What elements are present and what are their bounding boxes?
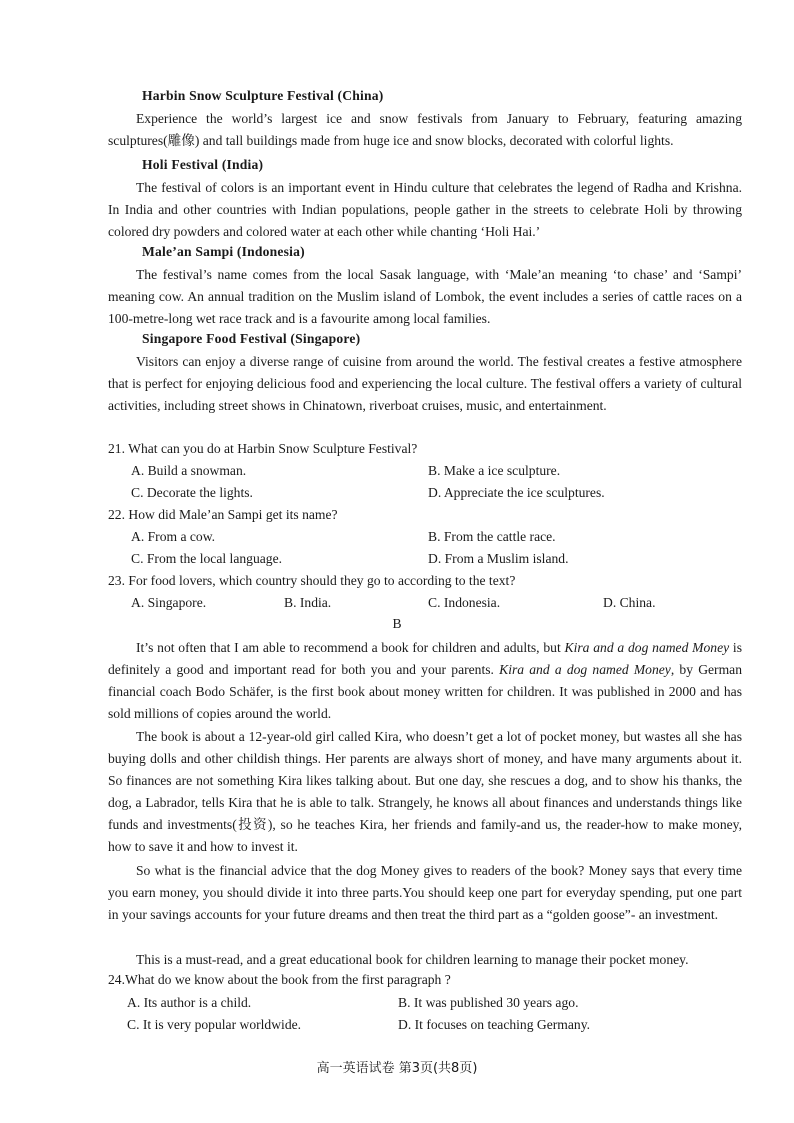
q22-option-d: D. From a Muslim island. (428, 551, 569, 566)
q23-option-b: B. India. (284, 595, 332, 610)
page-footer: 高一英语试卷 第3页(共8页) (316, 1061, 478, 1076)
q22-option-b: B. From the cattle race. (428, 529, 556, 544)
q24-option-a: A. Its author is a child. (127, 995, 252, 1010)
p1-text-b: is definitely a good and important read for both you and your parents. (108, 640, 743, 677)
festival-text-harbin: Experience the world’s largest ice and snow festivals from January to February, featuring amazing sculptures(雕像) and tall buildings made from huge ice and snow blocks, decorated with colorful lights. (108, 111, 742, 148)
festival-heading-singapore: Singapore Food Festival (Singapore) (142, 331, 361, 346)
question-24: 24.What do we know about the book from the first paragraph ? (108, 972, 451, 987)
p1-text-a: It’s not often that I am able to recommend a book for children and adults, but (136, 640, 565, 655)
section-b-label: B (392, 616, 402, 631)
q21-option-d: D. Appreciate the ice sculptures. (428, 485, 605, 500)
passage-b-paragraph-2: The book is about a 12-year-old girl called Kira, who doesn’t get a lot of pocket money, but wastes all she has buying dolls and other childish things. Her parents are always short of money, and have many arguments about it. So finances are not something Kira likes talking about. But one day, she rescues a dog, and to show his thanks, the dog, a Labrador, tells Kira that he is able to talk. Strangely, he knows all about finances and understands things like funds and investments(投资), so he teaches Kira, her friends and family-and us, the reader-how to make money, how to save it and how to invest it. (108, 729, 742, 854)
q23-option-d: D. China. (603, 595, 656, 610)
q22-option-c: C. From the local language. (131, 551, 283, 566)
q24-option-c: C. It is very popular worldwide. (127, 1017, 302, 1032)
festival-text-malean-sampi: The festival’s name comes from the local Sasak language, with ‘Male’an meaning ‘to chase’ and ‘Sampi’ meaning cow. An annual tradition on the Muslim island of Lombok, the event includes a series of cattle races on a 100-metre-long wet race track and is a favourite among local families. (108, 267, 742, 326)
q23-option-a: A. Singapore. (131, 595, 207, 610)
q22-option-a: A. From a cow. (131, 529, 216, 544)
question-22: 22. How did Male’an Sampi get its name? (108, 507, 338, 522)
festival-heading-holi: Holi Festival (India) (142, 157, 264, 172)
passage-b-paragraph-1 (108, 637, 742, 725)
q21-option-c: C. Decorate the lights. (131, 485, 253, 500)
book-title-1: Kira and a dog named Money (564, 640, 730, 655)
passage-b-paragraph-4: This is a must-read, and a great educational book for children learning to manage their pocket money. (136, 952, 689, 967)
q24-option-d: D. It focuses on teaching Germany. (398, 1017, 591, 1032)
question-23: 23. For food lovers, which country should they go to according to the text? (108, 573, 516, 588)
q23-option-c: C. Indonesia. (428, 595, 501, 610)
festival-text-holi: The festival of colors is an important event in Hindu culture that celebrates the legend of Radha and Krishna. In India and other countries with Indian populations, people gather in the streets to celebrate Holi by throwing colored dry powders and colored water at each other while chanting ‘Holi Hai.’ (108, 180, 742, 239)
festival-text-singapore: Visitors can enjoy a diverse range of cuisine from around the world. The festival creates a festive atmosphere that is perfect for enjoying delicious food and experiencing the local culture. The festival offers a variety of cultural activities, including street shows in Chinatown, riverboat cruises, music, and entertainment. (108, 354, 742, 413)
book-title-2: Kira and a dog named Money (499, 662, 671, 677)
q21-option-a: A. Build a snowman. (131, 463, 247, 478)
q21-option-b: B. Make a ice sculpture. (428, 463, 561, 478)
question-21: 21. What can you do at Harbin Snow Sculpture Festival? (108, 441, 418, 456)
passage-b-paragraph-3: So what is the financial advice that the dog Money gives to readers of the book? Money says that every time you earn money, you should divide it into three parts.You should keep one part for everyday spending, put one part in your savings accounts for your future dreams and then treat the third part as a “golden goose”- an investment. (108, 863, 742, 922)
q24-option-b: B. It was published 30 years ago. (398, 995, 579, 1010)
festival-heading-harbin: Harbin Snow Sculpture Festival (China) (142, 88, 384, 103)
p1-text-c: , by German financial coach Bodo Schäfer, is the first book about money written for children. It was published in 2000 and has sold millions of copies around the world. (108, 662, 742, 721)
festival-heading-malean-sampi: Male’an Sampi (Indonesia) (142, 244, 305, 259)
